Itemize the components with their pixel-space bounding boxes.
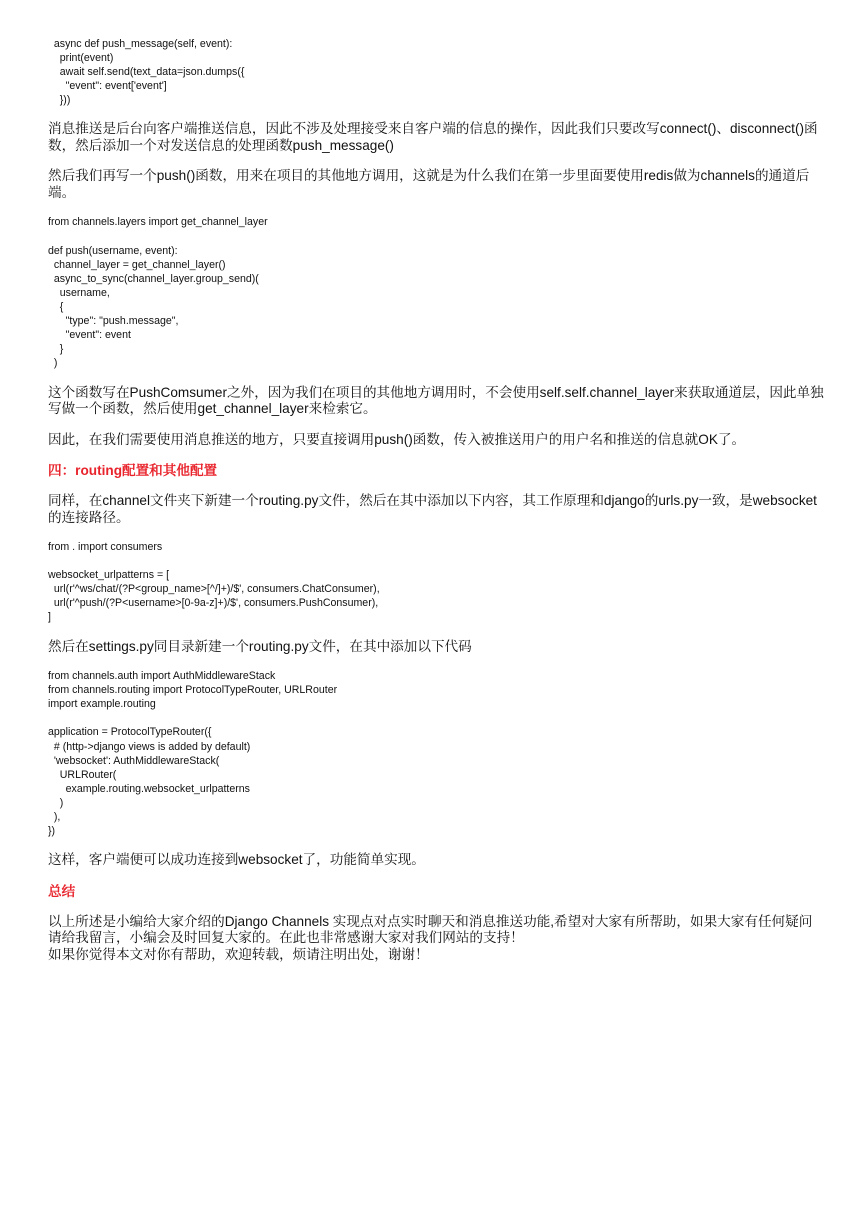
paragraph-connection-done: 这样，客户端便可以成功连接到websocket了，功能简单实现。: [48, 852, 425, 868]
document-page: [48, 37, 824, 963]
code-block-push-function: from channels.layers import get_channel_layer def push(username, event): channel_layer = get_channel_layer() async_to_sync(channel_layer.group_send)( username, { "type": "push.message", "event": event } ): [48, 216, 268, 370]
paragraph-push-intro: 消息推送是后台向客户端推送信息，因此不涉及处理接受来自客户端的信息的操作，因此我们只要改写connect()、disconnect()函数，然后添加一个对发送信息的处理函数push_message(): [48, 121, 818, 153]
paragraph-settings-routing: 然后在settings.py同目录新建一个routing.py文件，在其中添加以下代码: [48, 638, 472, 654]
paragraph-push-explain: 这个函数写在PushComsumer之外，因为我们在项目的其他地方调用时，不会使用self.self.channel_layer来获取通道层，因此单独写做一个函数，然后使用get_channel_layer来检索它。: [48, 384, 824, 416]
paragraph-summary: 以上所述是小编给大家介绍的Django Channels 实现点对点实时聊天和消息推送功能,希望对大家有所帮助，如果大家有任何疑问请给我留言，小编会及时回复大家的。在此也非常感谢大家对我们网站的支持！: [48, 913, 813, 946]
section-heading-routing: 四：routing配置和其他配置: [48, 463, 218, 478]
code-block-application-router: from channels.auth import AuthMiddlewareStack from channels.routing import ProtocolTypeRouter, URLRouter import example.routing application = ProtocolTypeRouter({ # (http->django views is added by default) 'websocket': AuthMiddlewareStack( URLRouter( example.routing.websocket_urlpatterns ) ), }): [48, 670, 338, 838]
code-block-push-message: async def push_message(self, event): print(event) await self.send(text_data=json.dumps({ "event": event['event'] })): [53, 38, 245, 107]
paragraph-routing-intro: 同样，在channel文件夹下新建一个routing.py文件，然后在其中添加以下内容，其工作原理和django的urls.py一致，是websocket的连接路径。: [48, 493, 817, 525]
paragraph-push-usage: 因此，在我们需要使用消息推送的地方，只要直接调用push()函数，传入被推送用户的用户名和推送的信息就OK了。: [48, 431, 746, 447]
code-block-routing-urls: from . import consumers websocket_urlpatterns = [ url(r'^ws/chat/(?P<group_name>[^/]+)/$', consumers.ChatConsumer), url(r'^push/(?P<username>[0-9a-z]+)/$', consumers.PushConsumer), ]: [48, 541, 380, 624]
paragraph-reprint-note: 如果你觉得本文对你有帮助，欢迎转载，烦请注明出处，谢谢！: [48, 946, 429, 962]
paragraph-push-function: 然后我们再写一个push()函数，用来在项目的其他地方调用，这就是为什么我们在第一步里面要使用redis做为channels的通道后端。: [48, 168, 810, 200]
section-heading-summary: 总结: [48, 883, 76, 899]
